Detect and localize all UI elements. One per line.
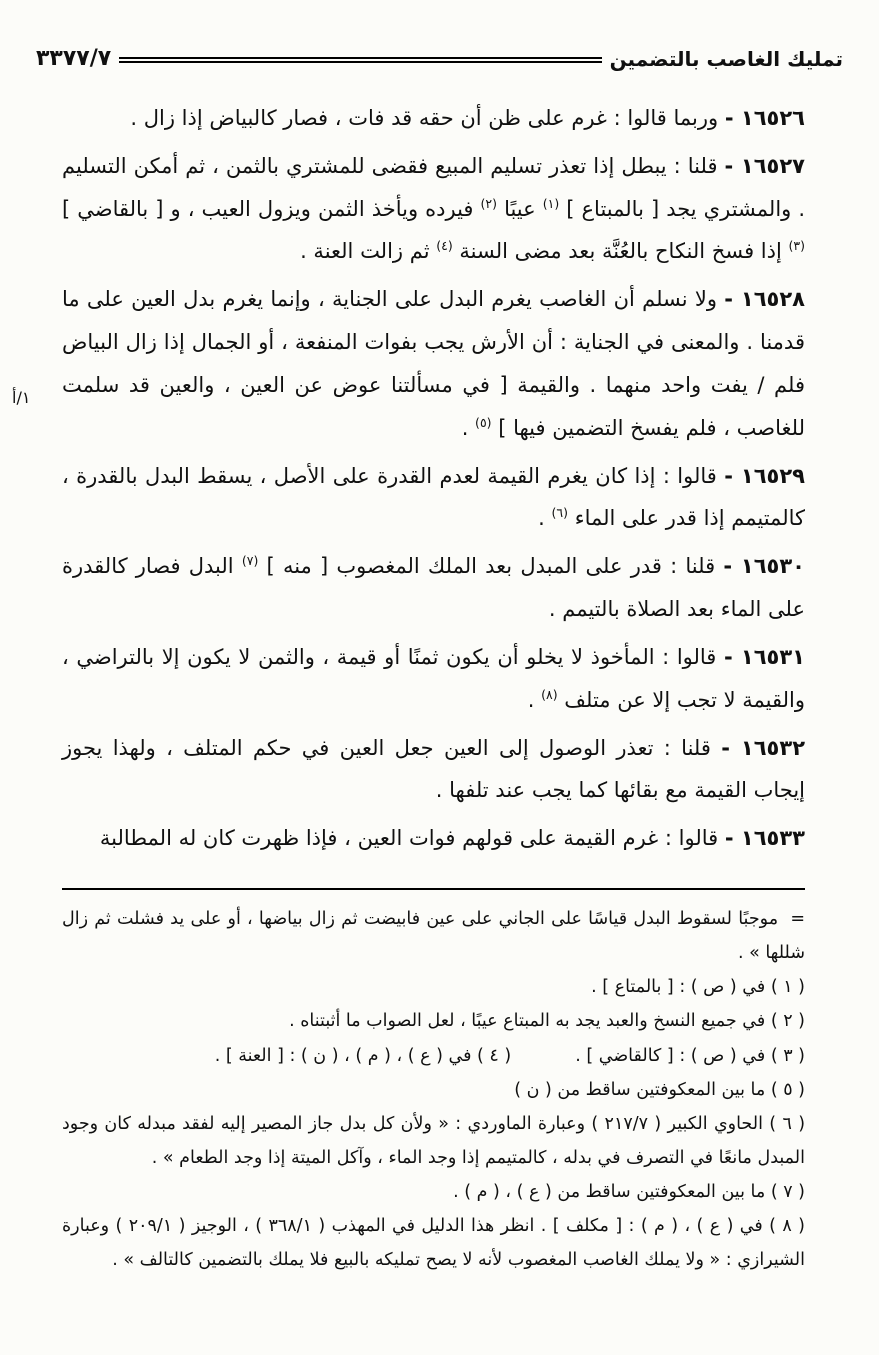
footnote-row [62,1039,805,1073]
footnote [215,1039,512,1073]
body-paragraph [62,455,805,541]
paragraph-number: ١٦٥٣١ - [723,644,805,669]
footnote [62,1107,805,1175]
paragraph-number: ١٦٥٢٦ - [724,106,805,130]
paragraph-number: ١٦٥٢٩ - [724,463,805,488]
footnote [575,1039,805,1073]
folio-margin-note: ١/أ [12,388,31,407]
body-text [62,97,805,860]
page-title: تمليك الغاصب بالتضمين [609,46,843,71]
footnote-label: ( ٧ ) [770,1182,805,1203]
footnote-text: في ( ع ) ، ( م ) : [ مكلف ] . انظر هذا الدليل في المهذب ( ٣٦٨/١ ) ، الوجيز ( ٢٠٩/١ ) وعبارة الشيرازي : « ولا يملك الغاصب المغصوب لأنه لا يصح تمليكه بالبيع فلا يملك بالتضمين كالتالف » . [62,1216,805,1271]
footnote-label: ( ٣ ) [770,1045,805,1066]
footnote-label: ( ٤ ) [477,1045,512,1066]
footnote-text: ما بين المعكوفتين ساقط من ( ع ) ، ( م ) . [453,1182,766,1203]
paragraph-number: ١٦٥٣٠ - [723,554,805,579]
body-paragraph [62,545,805,631]
footnotes [62,902,805,1277]
footnote-label: ( ٢ ) [770,1011,805,1032]
running-head [36,46,843,71]
footnote-label: ( ٦ ) [769,1113,806,1134]
footnote [62,970,805,1004]
paragraph-text: قالوا : المأخوذ لا يخلو أن يكون ثمنًا أو قيمة ، والثمن لا يكون إلا بالتراضي ، والقيمة لا تجب إلا عن متلف $^{(٨)}$ . [62,644,805,712]
paragraph-number: ١٦٥٣٣ - [724,826,805,851]
footnote-continuation [62,902,805,970]
paragraph-text: وربما قالوا : غرم على ظن أن حقه قد فات ، فصار كالبياض إذا زال . [130,106,719,130]
paragraph-text: قلنا : يبطل إذا تعذر تسليم المبيع فقضى للمشتري بالثمن ، ثم أمكن التسليم . والمشتري يجد [ بالمبتاع ] $^{(١)}$ عيبًا $^{(٢)}$ فيرده ويأخذ الثمن ويزول العيب ، و [ بالقاضي ] $^{(٣)}$ إذا فسخ النكاح بالعُنَّة بعد مضى السنة $^{(٤)}$ ثم زالت العنة . [62,153,806,264]
body-paragraph [62,145,805,273]
footnote-text: في ( ص ) : [ بالمتاع ] . [591,977,766,998]
footnote [62,1073,805,1107]
footnote-continuation-marker: = [790,909,805,930]
paragraph-number: ١٦٥٢٧ - [724,153,805,178]
paragraph-number: ١٦٥٢٨ - [724,287,805,312]
footnote-text: في ( ص ) : [ كالقاضي ] . [575,1045,766,1066]
footnote [62,1209,805,1277]
footnote-text: ما بين المعكوفتين ساقط من ( ن ) [514,1079,766,1100]
paragraph-text: قلنا : تعذر الوصول إلى العين جعل العين في حكم المتلف ، ولهذا يجوز إيجاب القيمة مع بقائها كما يجب عند تلفها . [62,735,805,803]
body-paragraph [62,278,805,449]
paragraph-text: قلنا : قدر على المبدل بعد الملك المغصوب [ منه ] $^{(٧)}$ البدل فصار كالقدرة على الماء بعد الصلاة بالتيمم . [62,553,805,622]
paragraph-number: ١٦٥٣٢ - [721,735,806,760]
body-paragraph [62,636,805,722]
paragraph-text: ولا نسلم أن الغاصب يغرم البدل على الجناية ، وإنما يغرم بدل العين على ما قدمنا . والمعنى في الجناية : أن الأرش يجب بفوات المنفعة ، أو الجمال إذا زال البياض فلم / يفت واحد منهما . والقيمة [ في مسألتنا عوض عن العين ، والعين قد سلمت للغاصب ، فلم يفسخ التضمين فيها ] $^{(٥)}$ . [62,287,805,440]
footnote-text: الحاوي الكبير ( ٢١٧/٧ ) وعبارة الماوردي : « ولأن كل بدل جاز المصير إليه لفقد مبدله كان وجود المبدل مانعًا في التصرف في بدله ، كالمتيمم إذا وجد الماء ، وآكل الميتة إذا وجد الطعام » . [62,1113,805,1168]
footnote-label: ( ٨ ) [769,1216,805,1237]
footnote-label: ( ١ ) [770,977,805,998]
paragraph-text: قالوا : إذا كان يغرم القيمة لعدم القدرة على الأصل ، يسقط البدل بالقدرة ، كالمتيمم إذا قدر على الماء $^{(٦)}$ . [62,463,805,531]
footnote-separator [62,888,805,890]
paragraph-text: قالوا : غرم القيمة على قولهم فوات العين ، فإذا ظهرت كان له المطالبة [99,826,719,851]
footnote-text: في جميع النسخ والعبد يجد به المبتاع عيبًا ، لعل الصواب ما أثبتناه . [289,1011,766,1032]
body-paragraph [62,727,805,813]
body-paragraph [62,97,805,140]
footnote-text: موجبًا لسقوط البدل قياسًا على الجاني على عين فابيضت ثم زال بياضها ، أو على يد فشلت ثم زال شللها » . [62,909,805,964]
footnote-text: في ( ع ) ، ( م ) ، ( ن ) : [ العنة ] . [214,1045,472,1066]
body-paragraph [62,817,805,860]
footnote [62,1004,805,1038]
page-number: ٣٣٧٧/٧ [36,46,112,71]
footnote-label: ( ٥ ) [770,1079,805,1100]
footnote [62,1175,805,1209]
header-double-rule [119,57,601,63]
